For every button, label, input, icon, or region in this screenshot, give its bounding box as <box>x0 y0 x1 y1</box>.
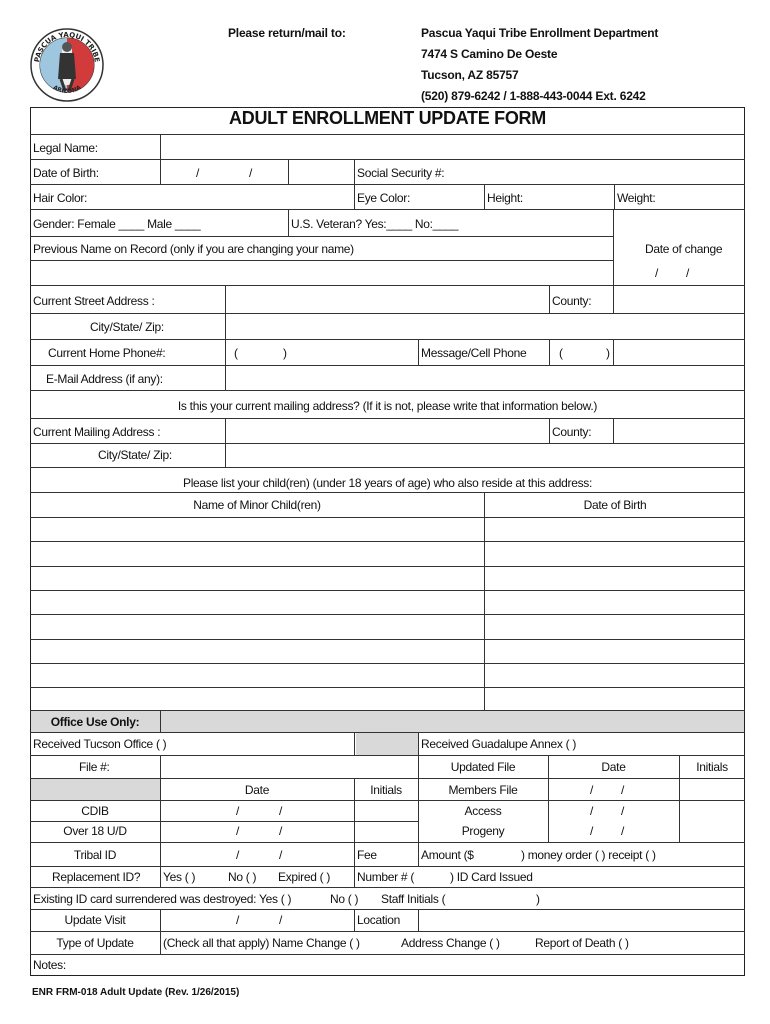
child-name-field[interactable] <box>32 543 482 565</box>
cdib-slash-1: / <box>236 804 240 818</box>
name-change-option[interactable]: (Check all that apply) Name Change ( ) <box>163 936 360 950</box>
legal-name-field[interactable] <box>162 136 742 158</box>
type-of-update-label: Type of Update <box>56 936 134 950</box>
date-of-change-label: Date of change <box>645 242 723 256</box>
replacement-no[interactable]: No ( ) <box>228 870 257 884</box>
mailing-county-label: County: <box>552 425 592 439</box>
visit-slash-1: / <box>236 913 240 927</box>
updated-file-date-header: Date <box>601 760 626 774</box>
location-field[interactable] <box>420 911 743 930</box>
ssn-field[interactable] <box>450 161 742 183</box>
over18-slash-1: / <box>236 824 240 838</box>
street-address-field[interactable] <box>227 287 547 312</box>
replacement-expired[interactable]: Expired ( ) <box>278 870 331 884</box>
progeny-label: Progeny <box>461 824 505 838</box>
child-name-field[interactable] <box>32 519 482 540</box>
office-header-shade <box>161 711 744 732</box>
legal-name-label: Legal Name: <box>33 141 98 155</box>
email-label: E-Mail Address (if any): <box>46 372 163 386</box>
child-name-field[interactable] <box>32 665 482 686</box>
mailing-address-field[interactable] <box>227 420 547 442</box>
child-dob-field[interactable] <box>486 519 743 540</box>
child-name-column-header: Name of Minor Child(ren) <box>193 498 321 512</box>
file-number-label: File #: <box>79 760 110 774</box>
access-label: Access <box>464 804 502 818</box>
change-slash-1: / <box>655 266 659 280</box>
tribal-seal-logo <box>29 27 105 103</box>
cell-phone-paren-close: ) <box>606 346 610 360</box>
child-name-field[interactable] <box>32 689 482 709</box>
weight-label: Weight: <box>617 191 656 205</box>
previous-name-label: Previous Name on Record (only if you are changing your name) <box>33 242 354 256</box>
updated-file-initials-header: Initials <box>696 760 728 774</box>
eye-color-field[interactable] <box>415 186 482 208</box>
office-use-heading: Office Use Only: <box>50 715 140 729</box>
update-visit-label: Update Visit <box>64 913 126 927</box>
county-field[interactable] <box>615 287 743 312</box>
child-dob-field[interactable] <box>486 592 743 613</box>
address-change-option[interactable]: Address Change ( ) <box>401 936 500 950</box>
cell-phone-field[interactable] <box>551 341 743 364</box>
child-dob-column-header: Date of Birth <box>583 498 647 512</box>
cdib-label: CDIB <box>81 804 109 818</box>
child-dob-field[interactable] <box>486 616 743 638</box>
address-line-3: Tucson, AZ 85757 <box>421 68 519 82</box>
updated-file-label: Updated File <box>450 760 516 774</box>
notes-label: Notes: <box>33 958 66 972</box>
date-column-header: Date <box>244 783 270 797</box>
date-row-shade <box>31 778 160 800</box>
tribal-slash-1: / <box>236 848 240 862</box>
child-name-field[interactable] <box>32 592 482 613</box>
weight-field[interactable] <box>660 186 743 208</box>
notes-field[interactable] <box>75 956 743 974</box>
seal-top-text: PASCUA YAQUI TRIBE <box>33 30 101 63</box>
mailing-city-state-zip-label: City/State/ Zip: <box>98 448 172 462</box>
members-slash-1: / <box>590 783 594 797</box>
over-18-label: Over 18 U/D <box>63 824 127 838</box>
cdib-slash-2: / <box>279 804 283 818</box>
initials-column-header: Initials <box>370 783 402 797</box>
child-dob-field[interactable] <box>486 665 743 686</box>
staff-initials-paren-close: ) <box>536 892 540 906</box>
gender-label[interactable]: Gender: Female ____ Male ____ <box>33 217 201 231</box>
mailing-address-label: Current Mailing Address : <box>33 425 161 439</box>
over18-slash-2: / <box>279 824 283 838</box>
children-intro: Please list your child(ren) (under 18 years of age) who also reside at this address: <box>182 476 593 490</box>
seal-bottom-text: ARIZONA <box>51 84 83 96</box>
child-dob-field[interactable] <box>486 641 743 662</box>
child-dob-field[interactable] <box>486 568 743 589</box>
access-slash-1: / <box>590 804 594 818</box>
tribal-slash-2: / <box>279 848 283 862</box>
received-tucson[interactable]: Received Tucson Office ( ) <box>33 737 167 751</box>
city-state-zip-field[interactable] <box>227 315 743 338</box>
file-number-field[interactable] <box>162 757 416 777</box>
replacement-id-label: Replacement ID? <box>52 870 141 884</box>
child-name-field[interactable] <box>32 568 482 589</box>
home-phone-label: Current Home Phone#: <box>48 346 166 360</box>
members-file-label: Members File <box>448 783 518 797</box>
address-line-4: (520) 879-6242 / 1-888-443-0044 Ext. 6242 <box>421 89 646 103</box>
amount-label: Amount ($ <box>421 848 474 862</box>
mailing-county-field[interactable] <box>615 420 743 442</box>
hair-color-field[interactable] <box>162 186 352 208</box>
report-of-death-option[interactable]: Report of Death ( ) <box>535 936 629 950</box>
city-state-zip-label: City/State/ Zip: <box>90 320 164 334</box>
cell-phone-label: Message/Cell Phone <box>421 346 527 360</box>
child-name-field[interactable] <box>32 616 482 638</box>
height-field[interactable] <box>525 186 612 208</box>
form-id-footer: ENR FRM-018 Adult Update (Rev. 1/26/2015) <box>32 987 240 998</box>
ssn-label: Social Security #: <box>357 166 445 180</box>
location-label: Location <box>357 913 400 927</box>
child-dob-field[interactable] <box>486 543 743 565</box>
mailing-city-state-zip-field[interactable] <box>227 445 743 466</box>
mailing-question: Is this your current mailing address? (If it is not, please write that information below.) <box>177 399 598 413</box>
email-field[interactable] <box>227 367 743 389</box>
change-slash-2: / <box>686 266 690 280</box>
dob-field[interactable] <box>162 161 287 183</box>
office-shade-cell <box>356 733 418 755</box>
number-label: Number # ( <box>357 870 415 884</box>
visit-slash-2: / <box>279 913 283 927</box>
dob-slash-2: / <box>249 166 253 180</box>
home-phone-field[interactable] <box>227 341 416 364</box>
cell-phone-paren-open: ( <box>559 346 563 360</box>
dob-label: Date of Birth: <box>33 166 99 180</box>
eye-color-label: Eye Color: <box>357 191 411 205</box>
veteran-label[interactable]: U.S. Veteran? Yes:____ No:____ <box>291 217 459 231</box>
money-order-receipt[interactable]: ) money order ( ) receipt ( ) <box>521 848 656 862</box>
fee-label: Fee <box>357 848 377 862</box>
dob-slash-1: / <box>196 166 200 180</box>
progeny-slash-2: / <box>621 824 625 838</box>
street-address-label: Current Street Address : <box>33 294 155 308</box>
form-title: ADULT ENROLLMENT UPDATE FORM <box>229 108 546 128</box>
home-phone-paren-open: ( <box>234 346 238 360</box>
return-label: Please return/mail to: <box>228 26 346 40</box>
home-phone-paren-close: ) <box>283 346 287 360</box>
height-label: Height: <box>487 191 523 205</box>
access-slash-2: / <box>621 804 625 818</box>
id-card-issued: ) ID Card Issued <box>450 870 533 884</box>
tribal-id-label: Tribal ID <box>73 848 117 862</box>
child-name-field[interactable] <box>32 641 482 662</box>
child-dob-field[interactable] <box>486 689 743 709</box>
staff-initials-label: Staff Initials ( <box>381 892 446 906</box>
received-guadalupe[interactable]: Received Guadalupe Annex ( ) <box>421 737 577 751</box>
members-slash-2: / <box>621 783 625 797</box>
replacement-yes[interactable]: Yes ( ) <box>163 870 196 884</box>
progeny-slash-1: / <box>590 824 594 838</box>
previous-name-field[interactable] <box>32 262 611 284</box>
address-line-2: 7474 S Camino De Oeste <box>421 47 558 61</box>
surrendered-label[interactable]: Existing ID card surrendered was destroyed: Yes ( ) <box>33 892 292 906</box>
county-label: County: <box>552 294 592 308</box>
hair-color-label: Hair Color: <box>33 191 88 205</box>
address-line-1: Pascua Yaqui Tribe Enrollment Department <box>421 26 659 40</box>
surrendered-no[interactable]: No ( ) <box>330 892 359 906</box>
